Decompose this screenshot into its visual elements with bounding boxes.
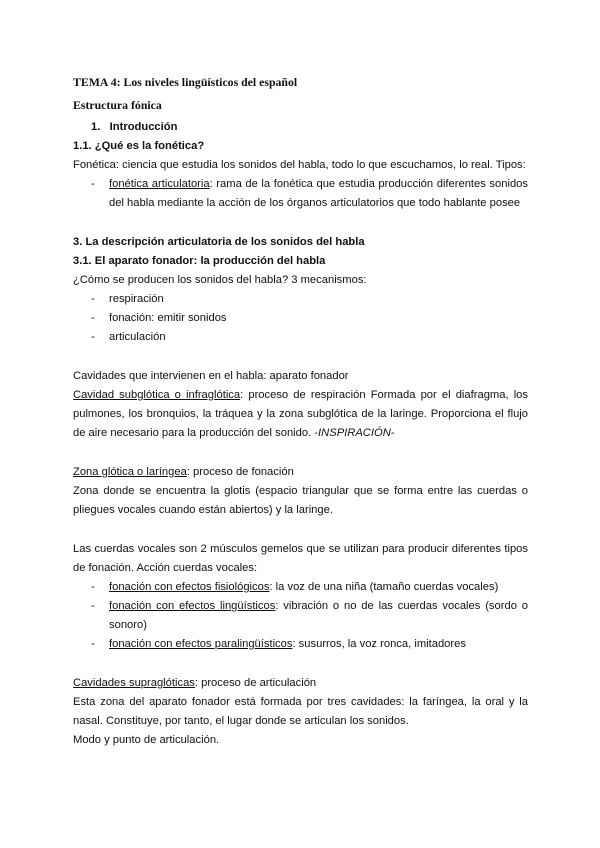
subsection-3-1-heading: 3.1. El aparato fonador: la producción del habla bbox=[73, 255, 326, 267]
list-item: respiración bbox=[109, 293, 164, 305]
section-1-heading bbox=[91, 118, 177, 137]
supraglottic-paragraph-line: Esta zona del aparato fonador está formada por tres cavidades: la faríngea, la oral y la bbox=[73, 696, 528, 708]
italic-note: INSPIRACIÓN- bbox=[318, 427, 395, 439]
list-item-continuation: sonoro) bbox=[109, 619, 147, 631]
term-underlined: fonación con efectos lingüísticos bbox=[109, 600, 276, 612]
supraglottic-heading bbox=[73, 674, 316, 693]
subglottic-paragraph-line bbox=[73, 424, 395, 443]
list-item: fonación: emitir sonidos bbox=[109, 312, 227, 324]
doc-subtitle: Estructura fónica bbox=[73, 98, 162, 112]
section-3-heading: 3. La descripción articulatoria de los sonidos del habla bbox=[73, 236, 365, 248]
list-item-linguistic bbox=[109, 597, 528, 616]
question-mechanisms: ¿Cómo se producen los sonidos del habla? 3 mecanismos: bbox=[73, 274, 367, 286]
list-item-text: : vibración o no de las cuerdas vocales (sordo o bbox=[275, 600, 528, 612]
list-item-fonetica-articulatoria bbox=[109, 175, 528, 194]
list-dash: - bbox=[91, 178, 95, 190]
section-number: 1. bbox=[91, 121, 101, 133]
fonetica-definition: Fonética: ciencia que estudia los sonidos del habla, todo lo que escuchamos, lo real. Tipos: bbox=[73, 159, 526, 171]
list-dash: - bbox=[91, 638, 95, 650]
list-dash: - bbox=[91, 581, 95, 593]
list-dash: - bbox=[91, 312, 95, 324]
doc-title: TEMA 4: Los niveles lingüísticos del español bbox=[73, 75, 298, 89]
cavities-intro: Cavidades que intervienen en el habla: aparato fonador bbox=[73, 370, 349, 382]
glottic-paragraph-line: Zona donde se encuentra la glotis (espacio triangular que se forma entre las cuerdas o bbox=[73, 485, 528, 497]
glottic-zone-heading bbox=[73, 463, 294, 482]
vocal-cords-paragraph-line: Las cuerdas vocales son 2 músculos gemelos que se utilizan para producir diferentes tipos bbox=[73, 543, 528, 555]
list-item-physiological bbox=[109, 578, 498, 597]
paragraph-text: de aire necesario para la producción del sonido. - bbox=[73, 427, 319, 439]
term-underlined: fonética articulatoria bbox=[109, 178, 210, 190]
term-underlined: fonación con efectos fisiológicos bbox=[109, 581, 270, 593]
term-underlined: Zona glótica o laríngea bbox=[73, 466, 187, 478]
list-item-text: : rama de la fonética que estudia producción diferentes sonidos bbox=[209, 178, 528, 190]
list-dash: - bbox=[91, 293, 95, 305]
paragraph-text: : proceso de respiración Formada por el diafragma, los bbox=[240, 389, 528, 401]
vocal-cords-paragraph-line: de fonación. Acción cuerdas vocales: bbox=[73, 562, 258, 574]
supraglottic-paragraph-line: nasal. Constituye, por tanto, el lugar donde se articulan los sonidos. bbox=[73, 715, 409, 727]
paragraph-text: : proceso de fonación bbox=[186, 466, 294, 478]
list-dash: - bbox=[91, 331, 95, 343]
subglottic-paragraph-line bbox=[73, 386, 528, 405]
subglottic-paragraph-line: pulmones, los bronquios, la tráquea y la zona subglótica de la laringe. Proporciona el flujo bbox=[73, 408, 528, 420]
list-item-continuation: del habla mediante la acción de los órganos articulatorios que todo hablante posee bbox=[109, 197, 521, 209]
glottic-paragraph-line: pliegues vocales cuando están abiertos) y la laringe. bbox=[73, 504, 333, 516]
list-dash: - bbox=[91, 600, 95, 612]
list-item: articulación bbox=[109, 331, 166, 343]
list-item-text: : susurros, la voz ronca, imitadores bbox=[292, 638, 466, 650]
term-underlined: fonación con efectos paralingüísticos bbox=[109, 638, 293, 650]
subsection-1-1-heading: 1.1. ¿Qué es la fonética? bbox=[73, 140, 205, 152]
term-underlined: Cavidad subglótica o infraglótica bbox=[73, 389, 241, 401]
list-item-text: : la voz de una niña (tamaño cuerdas vocales) bbox=[269, 581, 499, 593]
section-heading-text: Introducción bbox=[109, 121, 178, 133]
paragraph-text: : proceso de articulación bbox=[194, 677, 317, 689]
term-underlined: Cavidades supraglóticas bbox=[73, 677, 195, 689]
list-item-paralinguistic bbox=[109, 635, 466, 654]
supraglottic-paragraph-line: Modo y punto de articulación. bbox=[73, 734, 220, 746]
